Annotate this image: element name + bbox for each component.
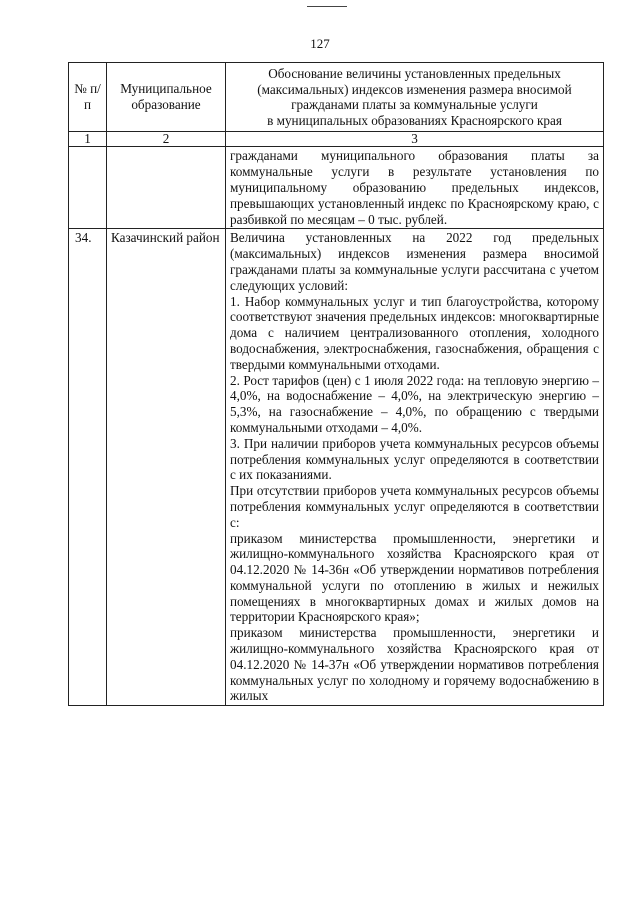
column-number: 3 [226,132,604,147]
empty-cell [69,147,107,229]
justification-table [68,62,604,706]
empty-cell [107,147,226,229]
table-row-34 [69,229,604,706]
paragraph: 1. Набор коммунальных услуг и тип благоустройства, которому соответствуют значения предельных индексов: многоквартирные дома с наличием централизованного отопления, холодного водоснабжения, электроснабжения, газоснабжения, обращения с твердыми коммунальными отходами. [230,293,599,372]
header-municipality: Муниципальное образование [107,63,226,132]
justification-cell [226,229,604,706]
header-line: в муниципальных образованиях Красноярского края [267,112,562,128]
table-header-row [69,63,604,132]
column-number: 2 [107,132,226,147]
header-number: № п/п [69,63,107,132]
column-number: 1 [69,132,107,147]
row-number: 34. [69,229,107,706]
header-justification [226,63,604,132]
paragraph: 2. Рост тарифов (цен) с 1 июля 2022 года: на тепловую энергию – 4,0%, на водоснабжение – 4,0%, на электрическую энергию – 5,3%, на газоснабжение – 4,0%, по обращению с твердыми коммунальными отходами – 4,0%. [230,372,599,435]
paragraph: При отсутствии приборов учета коммунальных ресурсов объемы потребления коммунальных услуг определяются в соответствии с: [230,483,599,530]
header-line: (максимальных) индексов изменения размера вносимой [257,81,572,97]
page-number: 127 [310,36,330,51]
paragraph: Величина установленных на 2022 год предельных (максимальных) индексов изменения размера вносимой гражданами платы за коммунальные услуги рассчитана с учетом следующих условий: [230,230,599,293]
header-line: гражданами платы за коммунальные услуги [291,97,538,113]
header-line: Обоснование величины установленных предельных [268,66,561,81]
column-numbering-row [69,132,604,147]
top-rule [307,6,347,7]
paragraph: приказом министерства промышленности, энергетики и жилищно-коммунального хозяйства Красноярского края от 04.12.2020 № 14-37н «Об утверждении нормативов потребления коммунальных услуг по холодному и горячему водоснабжению в жилых [230,625,599,704]
paragraph: 3. При наличии приборов учета коммунальных ресурсов объемы потребления коммунальных услуг определяются в соответствии с их показаниями. [230,435,599,483]
table-row-continuation [69,147,604,229]
municipality-name: Казачинский район [107,229,226,706]
paragraph: приказом министерства промышленности, энергетики и жилищно-коммунального хозяйства Красноярского края от 04.12.2020 № 14-36н «Об утверждении нормативов потребления коммунальной услуги по отоплению в жилых и нежилых помещениях в многоквартирных домах и жилых домов на территории Красноярского края»; [230,530,599,625]
continuation-text: гражданами муниципального образования платы за коммунальные услуги в результате установления по муниципальному образованию предельных индексов, превышающих установленный индекс по Красноярскому краю, с разбивкой по месяцам – 0 тыс. рублей. [226,147,604,229]
